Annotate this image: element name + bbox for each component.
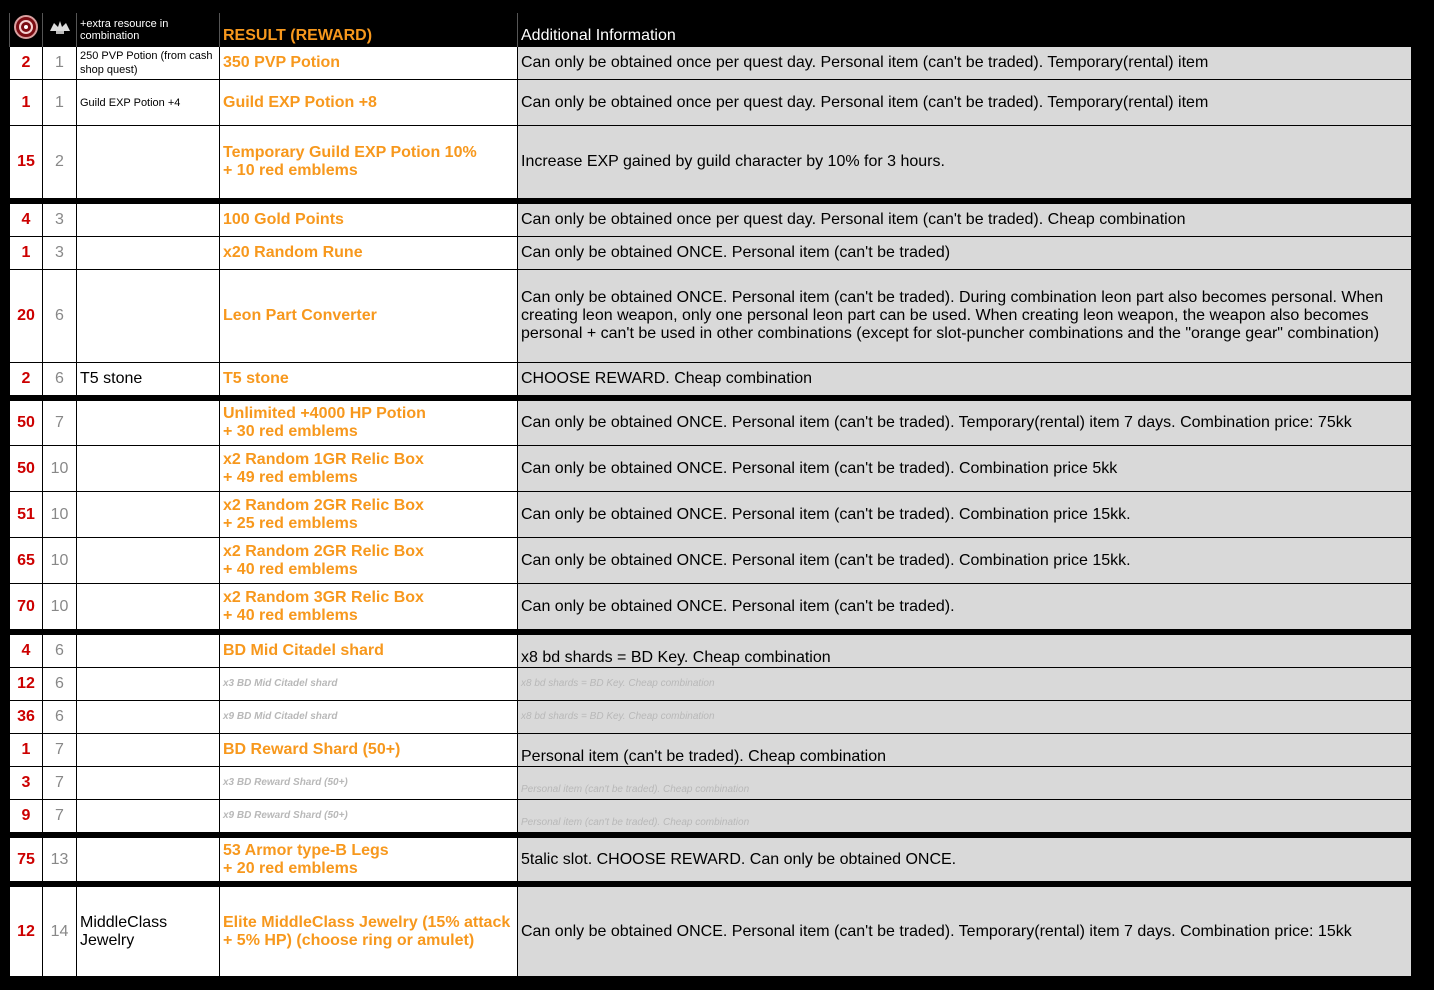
emblem-cost: 75 [10,838,43,882]
guild-level: 14 [43,887,77,977]
reward: Leon Part Converter [220,270,518,363]
extra-resource [77,538,220,584]
reward: x3 BD Reward Shard (50+) [220,767,518,800]
emblem-cost: 4 [10,204,43,237]
additional-info: 5talic slot. CHOOSE REWARD. Can only be obtained ONCE. [518,838,1412,882]
extra-resource [77,800,220,833]
guild-level: 10 [43,492,77,538]
info-header: Additional Information [518,13,1412,47]
additional-info: Personal item (can't be traded). Cheap combination [518,734,1412,767]
reward: Temporary Guild EXP Potion 10% + 10 red emblems [220,126,518,199]
guild-level: 10 [43,538,77,584]
guild-level: 3 [43,204,77,237]
emblem-cost: 1 [10,734,43,767]
extra-resource: MiddleClass Jewelry [77,887,220,977]
table-row [10,492,1412,538]
guild-level: 6 [43,668,77,701]
guild-icon [43,13,77,47]
emblem-cost: 1 [10,80,43,126]
guild-level: 6 [43,270,77,363]
guild-level: 7 [43,767,77,800]
red-emblem-icon [10,13,43,47]
additional-info: Can only be obtained ONCE. Personal item (can't be traded). During combination leon part also becomes personal. When creating leon weapon, only one personal leon part can be used. When creating leon weapon, the weapon also becomes personal + can't be used in other combinations (except for slot-puncher combinations and the "orange gear" combination) [518,270,1412,363]
additional-info: Can only be obtained ONCE. Personal item (can't be traded). Combination price 15kk. [518,538,1412,584]
additional-info: x8 bd shards = BD Key. Cheap combination [518,635,1412,668]
emblem-cost: 20 [10,270,43,363]
table-row [10,204,1412,237]
reward: x9 BD Reward Shard (50+) [220,800,518,833]
additional-info: Can only be obtained ONCE. Personal item (can't be traded). Combination price 15kk. [518,492,1412,538]
guild-level: 13 [43,838,77,882]
additional-info: Can only be obtained ONCE. Personal item (can't be traded). Combination price 5kk [518,446,1412,492]
guild-level: 1 [43,47,77,80]
emblem-cost: 36 [10,701,43,734]
emblem-cost: 3 [10,767,43,800]
additional-info: Can only be obtained ONCE. Personal item (can't be traded). [518,584,1412,630]
emblem-cost: 12 [10,887,43,977]
additional-info: x8 bd shards = BD Key. Cheap combination [518,668,1412,701]
reward: Elite MiddleClass Jewelry (15% attack + 5% HP) (choose ring or amulet) [220,887,518,977]
extra-resource: Guild EXP Potion +4 [77,80,220,126]
reward: Guild EXP Potion +8 [220,80,518,126]
extra-resource [77,767,220,800]
reward: x2 Random 2GR Relic Box + 25 red emblems [220,492,518,538]
table-row [10,47,1412,80]
table-row [10,401,1412,446]
table-row [10,80,1412,126]
extra-resource [77,584,220,630]
reward: x2 Random 2GR Relic Box + 40 red emblems [220,538,518,584]
rewards-table [9,13,1412,977]
emblem-cost: 2 [10,47,43,80]
table-row [10,734,1412,767]
additional-info: Can only be obtained ONCE. Personal item (can't be traded). Temporary(rental) item 7 days. Combination price: 75kk [518,401,1412,446]
extra-resource [77,204,220,237]
extra-resource [77,734,220,767]
reward: BD Reward Shard (50+) [220,734,518,767]
extra-resource: 250 PVP Potion (from cash shop quest) [77,47,220,80]
table-row [10,126,1412,199]
additional-info: Can only be obtained ONCE. Personal item (can't be traded). Temporary(rental) item 7 days. Combination price: 15kk [518,887,1412,977]
extra-resource [77,492,220,538]
guild-level: 7 [43,800,77,833]
extra-resource [77,701,220,734]
additional-info: Personal item (can't be traded). Cheap combination [518,800,1412,833]
table-row [10,838,1412,882]
reward: x2 Random 1GR Relic Box + 49 red emblems [220,446,518,492]
guild-level: 6 [43,363,77,396]
reward: Unlimited +4000 HP Potion + 30 red emblems [220,401,518,446]
reward: T5 stone [220,363,518,396]
guild-level: 3 [43,237,77,270]
additional-info: Can only be obtained once per quest day. Personal item (can't be traded). Temporary(rental) item [518,80,1412,126]
table-row [10,887,1412,977]
guild-level: 6 [43,635,77,668]
additional-info: Can only be obtained once per quest day. Personal item (can't be traded). Cheap combination [518,204,1412,237]
emblem-cost: 9 [10,800,43,833]
guild-level: 6 [43,701,77,734]
guild-level: 7 [43,401,77,446]
extra-resource [77,446,220,492]
guild-level: 1 [43,80,77,126]
table-row [10,635,1412,668]
emblem-cost: 4 [10,635,43,668]
additional-info: CHOOSE REWARD. Cheap combination [518,363,1412,396]
emblem-cost: 51 [10,492,43,538]
extra-resource [77,237,220,270]
result-header: RESULT (REWARD) [220,13,518,47]
reward: BD Mid Citadel shard [220,635,518,668]
guild-level: 10 [43,446,77,492]
reward: x20 Random Rune [220,237,518,270]
table-row [10,237,1412,270]
extra-resource [77,270,220,363]
emblem-cost: 2 [10,363,43,396]
extra-resource-header: +extra resource in combination [77,13,220,47]
table-row [10,701,1412,734]
extra-resource [77,635,220,668]
emblem-cost: 15 [10,126,43,199]
reward: 350 PVP Potion [220,47,518,80]
emblem-cost: 50 [10,401,43,446]
additional-info: Personal item (can't be traded). Cheap combination [518,767,1412,800]
emblem-cost: 70 [10,584,43,630]
table-row [10,538,1412,584]
additional-info: x8 bd shards = BD Key. Cheap combination [518,701,1412,734]
table-row [10,363,1412,396]
reward: 100 Gold Points [220,204,518,237]
header-row [10,13,1412,47]
additional-info: Increase EXP gained by guild character by 10% for 3 hours. [518,126,1412,199]
additional-info: Can only be obtained once per quest day. Personal item (can't be traded). Temporary(rental) item [518,47,1412,80]
emblem-cost: 12 [10,668,43,701]
extra-resource [77,838,220,882]
table-row [10,767,1412,800]
additional-info: Can only be obtained ONCE. Personal item (can't be traded) [518,237,1412,270]
guild-level: 7 [43,734,77,767]
table-row [10,668,1412,701]
reward: x2 Random 3GR Relic Box + 40 red emblems [220,584,518,630]
extra-resource [77,401,220,446]
table-row [10,270,1412,363]
reward: 53 Armor type-B Legs + 20 red emblems [220,838,518,882]
emblem-cost: 65 [10,538,43,584]
table-row [10,446,1412,492]
extra-resource: T5 stone [77,363,220,396]
guild-level: 2 [43,126,77,199]
reward: x3 BD Mid Citadel shard [220,668,518,701]
extra-resource [77,126,220,199]
emblem-cost: 1 [10,237,43,270]
table-row [10,584,1412,630]
reward: x9 BD Mid Citadel shard [220,701,518,734]
emblem-cost: 50 [10,446,43,492]
table-row [10,800,1412,833]
guild-level: 10 [43,584,77,630]
extra-resource [77,668,220,701]
